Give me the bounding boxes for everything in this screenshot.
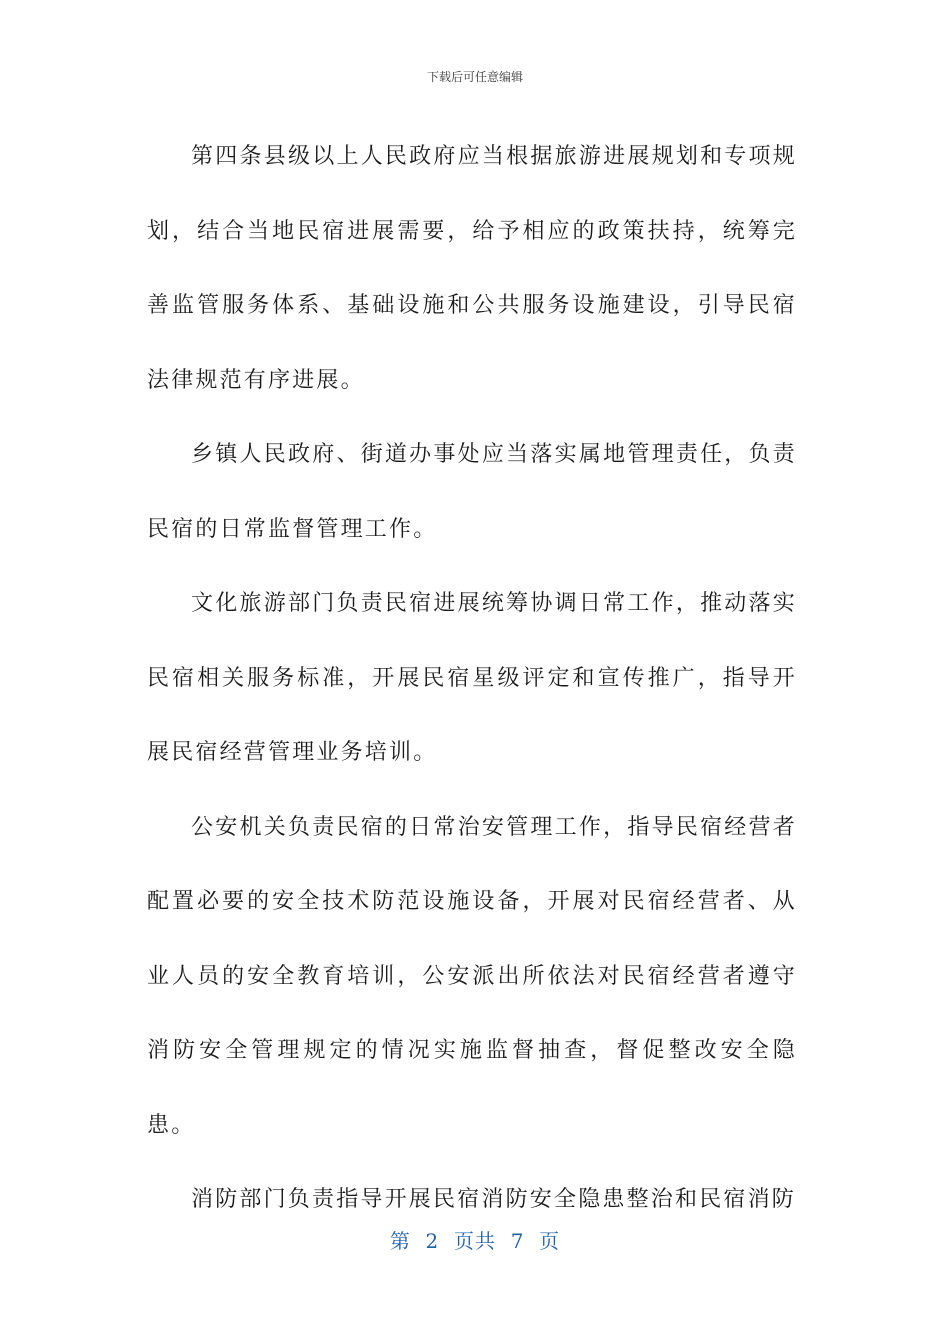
paragraph-public-security-duties: 公安机关负责民宿的日常治安管理工作，指导民宿经营者配置必要的安全技术防范设施设备，开展对民宿经营者、从业人员的安全教育培训，公安派出所依法对民宿经营者遵守消防安全管理规定的情况实施监督抽查，督促整改安全隐患。: [147, 814, 797, 1138]
paragraph-fire-department-duties: 消防部门负责指导开展民宿消防安全隐患整治和民宿消防: [191, 1187, 797, 1212]
paragraph-township-duties: 乡镇人民政府、街道办事处应当落实属地管理责任，负责民宿的日常监督管理工作。: [147, 442, 797, 542]
page-number-indicator: 第 2 页共 7 页: [389, 1229, 561, 1253]
paragraph-culture-tourism-duties: 文化旅游部门负责民宿进展统筹协调日常工作，推动落实民宿相关服务标准，开展民宿星级评定和宣传推广，指导开展民宿经营管理业务培训。: [147, 591, 797, 765]
header-edit-note: 下载后可任意编辑: [426, 70, 523, 84]
paragraph-article-4: 第四条县级以上人民政府应当根据旅游进展规划和专项规划，结合当地民宿进展需要，给予相应的政策扶持，统筹完善监管服务体系、基础设施和公共服务设施建设，引导民宿法律规范有序进展。: [147, 144, 797, 393]
document-body: [147, 120, 797, 1238]
